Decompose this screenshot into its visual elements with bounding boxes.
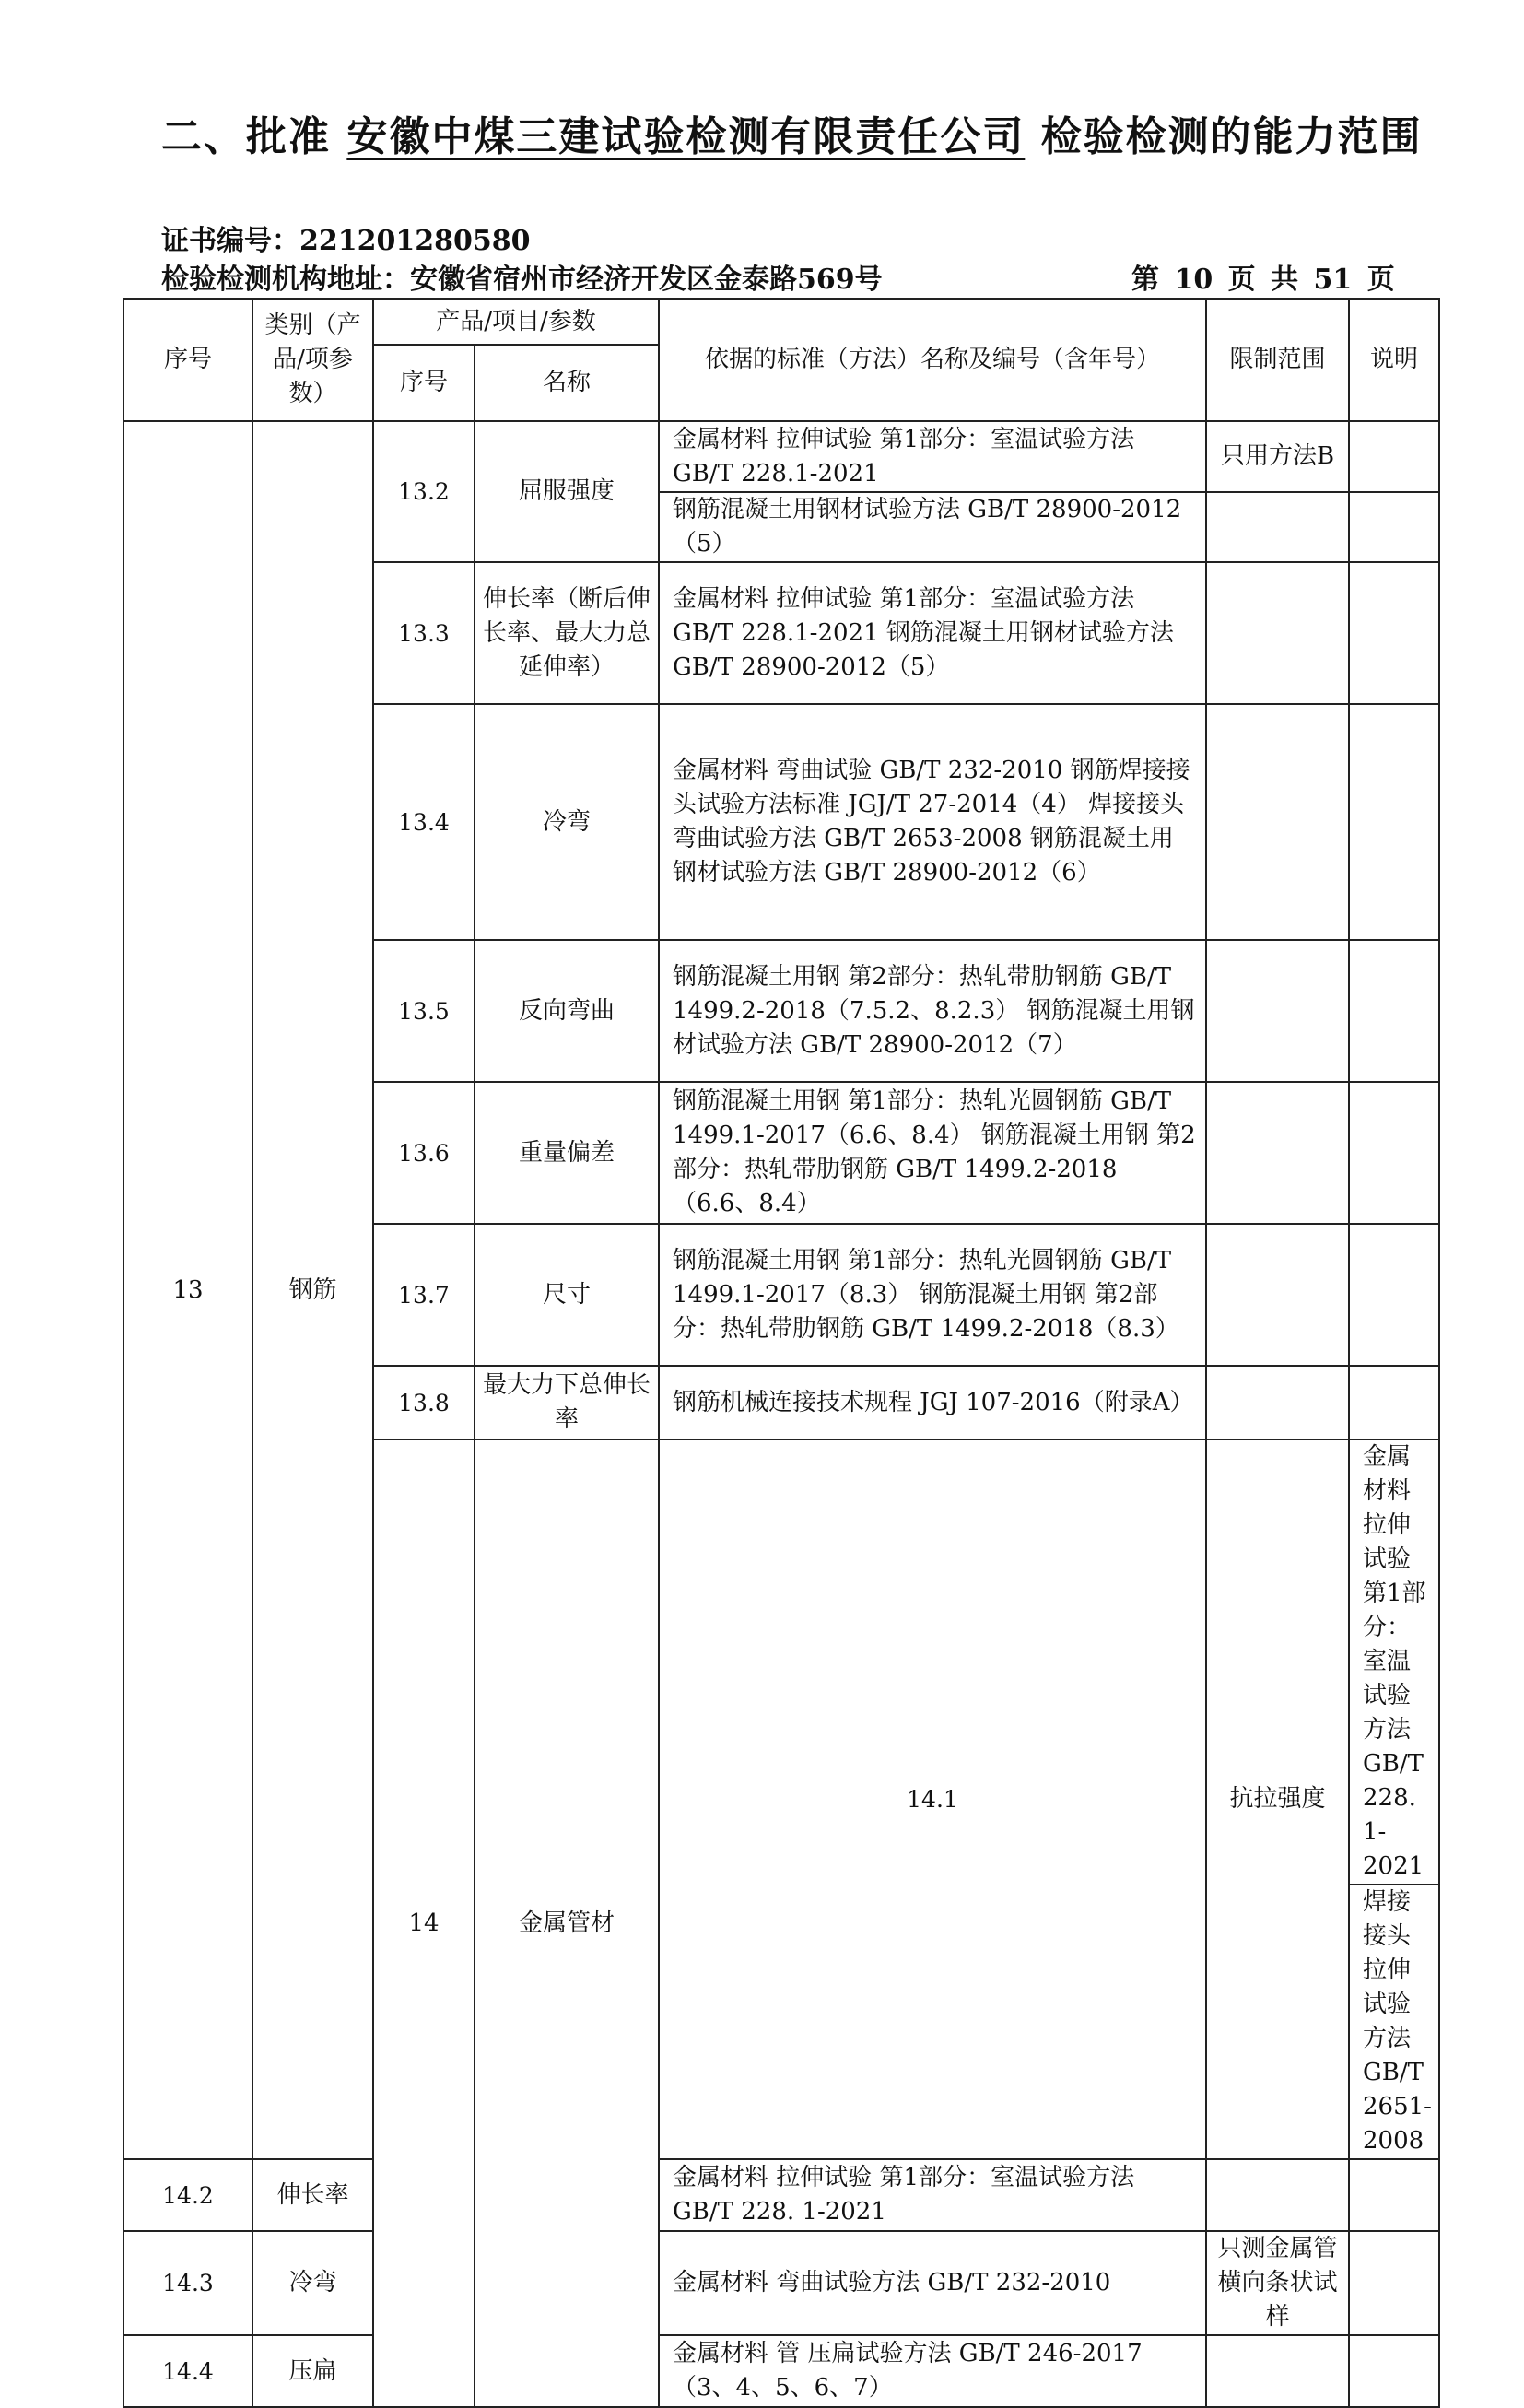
item-standard: 钢筋混凝土用钢 第1部分：热轧光圆钢筋 GB/T 1499.1-2017（6.6、8.4） 钢筋混凝土用钢 第2部分：热轧带肋钢筋 GB/T 1499.2-2018（6.6、8.4） [659, 1082, 1206, 1224]
item-standard: 金属材料 拉伸试验 第1部分：室温试验方法 GB/T 228.1-2021 [659, 421, 1206, 492]
item-note [1349, 2159, 1439, 2231]
item-sub-seq: 13.5 [373, 940, 475, 1082]
item-standard: 金属材料 拉伸试验 第1部分：室温试验方法 GB/T 228. 1-2021 [659, 2159, 1206, 2231]
table-row [123, 421, 1439, 492]
item-name: 抗拉强度 [1206, 1439, 1349, 2159]
address-label: 检验检测机构地址： [161, 264, 410, 296]
item-sub-seq: 13.7 [373, 1224, 475, 1366]
item-sub-seq: 13.4 [373, 704, 475, 940]
item-note [1349, 2231, 1439, 2335]
item-limit [1206, 940, 1349, 1082]
item-note [1349, 704, 1439, 940]
group-category: 金属管材 [475, 1439, 659, 2407]
item-note [1349, 492, 1439, 562]
group-seq: 14 [373, 1439, 475, 2407]
header-limit: 限制范围 [1206, 299, 1349, 421]
item-note [1349, 1082, 1439, 1224]
table-row [123, 2335, 1439, 2407]
item-limit [1206, 1082, 1349, 1224]
item-name: 屈服强度 [475, 421, 659, 562]
item-standard: 钢筋混凝土用钢 第1部分：热轧光圆钢筋 GB/T 1499.1-2017（8.3） 钢筋混凝土用钢 第2部分：热轧带肋钢筋 GB/T 1499.2-2018（8.3） [659, 1224, 1206, 1366]
item-standard: 金属材料 拉伸试验 第1部分：室温试验方法 GB/T 228.1-2021 钢筋混凝土用钢材试验方法 GB/T 28900-2012（5） [659, 562, 1206, 704]
item-sub-seq: 14.3 [123, 2231, 252, 2335]
item-standard: 钢筋混凝土用钢 第2部分：热轧带肋钢筋 GB/T 1499.2-2018（7.5.2、8.2.3） 钢筋混凝土用钢材试验方法 GB/T 28900-2012（7） [659, 940, 1206, 1082]
item-standard: 焊接接头拉伸试验方法 GB/T 2651-2008 [1349, 1885, 1439, 2159]
item-sub-seq: 14.1 [659, 1439, 1206, 2159]
certificate-number [161, 217, 531, 258]
item-name: 反向弯曲 [475, 940, 659, 1082]
header-seq: 序号 [123, 299, 252, 421]
item-standard: 金属材料 弯曲试验 GB/T 232-2010 钢筋焊接接头试验方法标准 JGJ/T 27-2014（4） 焊接接头弯曲试验方法 GB/T 2653-2008 钢筋混凝土用钢材试验方法 GB/T 28900-2012（6） [659, 704, 1206, 940]
item-standard: 金属材料 拉伸试验 第1部分：室温试验方法 GB/T 228. 1-2021 [1349, 1439, 1439, 1885]
item-limit [1206, 704, 1349, 940]
header-category: 类别（产品/项参数） [252, 299, 373, 421]
item-note [1349, 1366, 1439, 1439]
header-standard: 依据的标准（方法）名称及编号（含年号） [659, 299, 1206, 421]
item-name: 伸长率 [252, 2159, 373, 2231]
item-name: 最大力下总伸长率 [475, 1366, 659, 1439]
item-sub-seq: 13.8 [373, 1366, 475, 1439]
cert-label: 证书编号： [161, 225, 299, 257]
item-sub-seq: 13.6 [373, 1082, 475, 1224]
table-row [123, 2231, 1439, 2335]
item-sub-seq: 14.4 [123, 2335, 252, 2407]
item-note [1349, 562, 1439, 704]
item-sub-seq: 13.2 [373, 421, 475, 562]
item-limit [1206, 2159, 1349, 2231]
group-seq: 13 [123, 421, 252, 2159]
cert-value: 221201280580 [299, 225, 531, 257]
item-limit: 只用方法B [1206, 421, 1349, 492]
page-number: 第 10 页 共 51 页 [1131, 264, 1395, 296]
item-name: 冷弯 [252, 2231, 373, 2335]
item-limit [1206, 1224, 1349, 1366]
item-standard: 钢筋机械连接技术规程 JGJ 107-2016（附录A） [659, 1366, 1206, 1439]
item-limit [1206, 1366, 1349, 1439]
group-category: 钢筋 [252, 421, 373, 2159]
item-note [1349, 2335, 1439, 2407]
title-prefix: 二、批准 [161, 113, 331, 160]
item-limit [1206, 562, 1349, 704]
item-name: 尺寸 [475, 1224, 659, 1366]
item-name: 伸长率（断后伸长率、最大力总延伸率） [475, 562, 659, 704]
item-name: 冷弯 [475, 704, 659, 940]
item-sub-seq: 14.2 [123, 2159, 252, 2231]
item-note [1349, 940, 1439, 1082]
header-name: 名称 [475, 345, 659, 421]
institution-address [161, 256, 883, 297]
item-name: 压扁 [252, 2335, 373, 2407]
item-limit: 只测金属管横向条状试样 [1206, 2231, 1349, 2335]
title-suffix: 检验检测的能力范围 [1040, 113, 1423, 160]
item-limit [1206, 492, 1349, 562]
address-value: 安徽省宿州市经济开发区金泰路569号 [410, 264, 883, 296]
scope-table [123, 298, 1440, 2408]
item-name: 重量偏差 [475, 1082, 659, 1224]
page-title [161, 103, 1451, 162]
item-note [1349, 1224, 1439, 1366]
item-sub-seq: 13.3 [373, 562, 475, 704]
header-note: 说明 [1349, 299, 1439, 421]
item-standard: 钢筋混凝土用钢材试验方法 GB/T 28900-2012（5） [659, 492, 1206, 562]
item-standard: 金属材料 弯曲试验方法 GB/T 232-2010 [659, 2231, 1206, 2335]
table-row [123, 2159, 1439, 2231]
header-product-group: 产品/项目/参数 [373, 299, 659, 345]
title-organization: 安徽中煤三建试验检测有限责任公司 [346, 113, 1026, 160]
item-note [1349, 421, 1439, 492]
item-standard: 金属材料 管 压扁试验方法 GB/T 246-2017（3、4、5、6、7） [659, 2335, 1206, 2407]
header-sub-seq: 序号 [373, 345, 475, 421]
item-limit [1206, 2335, 1349, 2407]
